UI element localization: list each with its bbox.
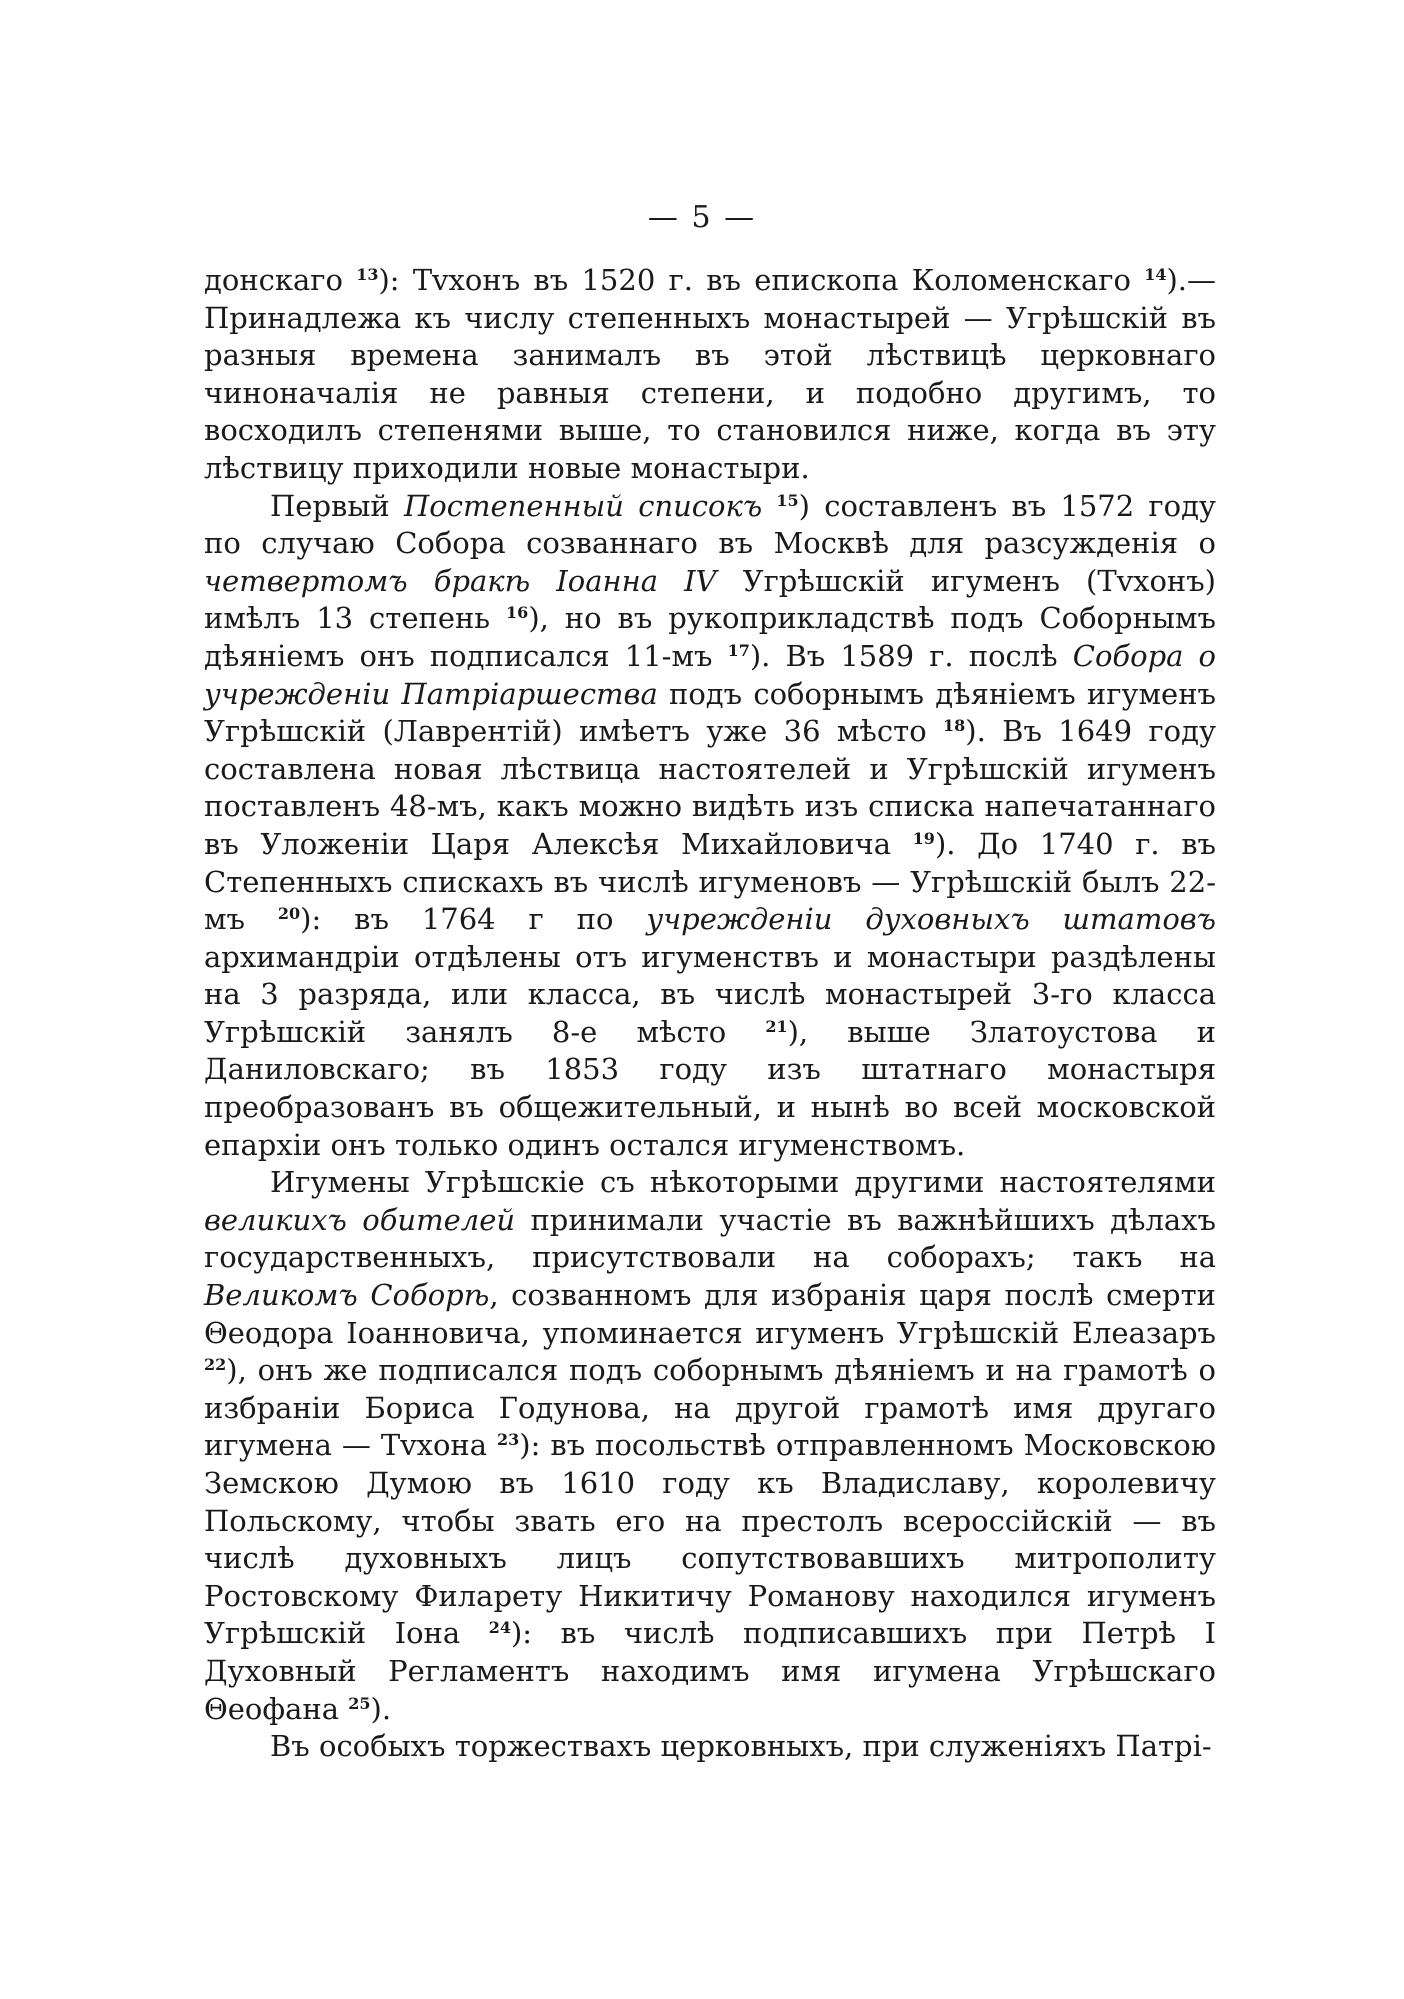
text-run: принимали участіе въ важнѣйшихъ дѣлахъ государственныхъ, присутствовали на соборахъ; такъ на	[204, 1202, 1216, 1275]
text-run: ): въ 1764 г по	[300, 902, 647, 937]
text-run: ), но въ рукоприкладствѣ подъ Соборнымъ дѣяніемъ онъ подписался 11-мъ	[204, 601, 1217, 673]
text-run: Угрѣшскій игуменъ (Тvхонъ) имѣлъ 13 степень	[204, 563, 1216, 636]
footnote-ref: 22	[204, 1355, 227, 1375]
italic-phrase: четвертомъ бракѣ Іоанна IV	[204, 563, 717, 598]
body-text	[204, 262, 1216, 1766]
text-run: ): въ посольствѣ отправленномъ Московскою Земскою Думою въ 1610 году къ Владиславу, королевичу Польскому, чтобы звать его на престолъ всероссійскій — въ числѣ духовныхъ лицъ сопутствовавшихъ митрополиту Ростовскому Филарету Никитичу Романову находился игуменъ Угрѣшскій Іона	[204, 1428, 1216, 1651]
footnote-ref: 19	[912, 828, 935, 848]
text-run: ).— Принадлежа къ числу степенныхъ монастырей — Угрѣшскій въ разныя времена занималъ въ этой лѣствицѣ церковнаго чиноначалія не равныя степени, и подобно другимъ, то восходилъ степенями выше, то становился ниже, когда въ эту лѣствицу приходили новые монастыри.	[204, 263, 1216, 485]
text-run: Первый	[270, 488, 404, 523]
footnote-ref: 13	[356, 265, 379, 284]
footnote-ref: 14	[1144, 265, 1167, 284]
text-run: ): въ числѣ подписавшихъ при Петрѣ I Духовный Регламентъ находимъ имя игумена Угрѣшскаго Θеофана	[204, 1616, 1216, 1726]
italic-phrase: Собора о учрежденіи Патріаршества	[204, 638, 1217, 711]
text-run: ) составленъ въ 1572 году по случаю Собора созваннаго въ Москвѣ для разсужденія о	[204, 488, 1216, 561]
footnote-ref: 23	[497, 1430, 520, 1450]
footnote-ref: 24	[488, 1618, 511, 1638]
page-number: — 5 —	[647, 200, 757, 235]
footnote-ref: 21	[765, 1016, 788, 1036]
footnote-ref: 17	[727, 640, 750, 660]
text-run: ). До 1740 г. въ Степенныхъ спискахъ въ числѣ игуменовъ — Угрѣшскій былъ 22-мъ	[204, 826, 1217, 937]
text-run: Игумены Угрѣшскіе съ нѣкоторыми другими настоятелями	[270, 1165, 1216, 1200]
text-run: архимандріи отдѣлены отъ игуменствъ и монастыри раздѣлены на 3 разряда, или класса, въ числѣ монастырей 3-го класса Угрѣшскій занялъ 8-е мѣсто	[204, 939, 1216, 1049]
text-run: ), выше Златоустова и Даниловскаго; въ 1853 году изъ штатнаго монастыря преобразованъ въ общежительный, и нынѣ во всей московской епархіи онъ только одинъ остался игуменствомъ.	[204, 1014, 1217, 1162]
text-run: ). Въ 1589 г. послѣ	[749, 638, 1073, 673]
text-run	[762, 489, 776, 523]
text-run: подъ соборнымъ дѣяніемъ игуменъ Угрѣшскій (Лаврентій) имѣетъ уже 36 мѣсто	[204, 676, 1216, 749]
footnote-ref: 15	[776, 490, 799, 510]
footnote-ref: 18	[943, 716, 966, 736]
italic-phrase: Постепенный списокъ	[403, 488, 763, 523]
footnote-ref: 20	[277, 904, 301, 924]
paragraph	[204, 488, 1216, 1165]
text-run: донскаго	[204, 263, 357, 297]
text-run: ), онъ же подписался подъ соборнымъ дѣяніемъ и на грамотѣ о избраніи Бориса Годунова, на другой грамотѣ имя другаго игумена — Тvхона	[204, 1353, 1216, 1463]
italic-phrase: учрежденіи духовныхъ штатовъ	[646, 902, 1216, 937]
footnote-ref: 16	[506, 603, 529, 623]
footnote-ref: 25	[348, 1693, 371, 1713]
paragraph	[204, 262, 1216, 488]
text-run: ).	[370, 1691, 392, 1726]
italic-phrase: Великомъ Соборѣ	[204, 1278, 490, 1313]
text-run: Въ особыхъ торжествахъ церковныхъ, при служеніяхъ Патрі-	[270, 1729, 1212, 1764]
text-run: , созванномъ для избранія царя послѣ смерти Θеодора Іоанновича, упоминается игуменъ Угрѣшскій Елеазаръ	[204, 1278, 1216, 1350]
paragraph	[204, 1164, 1216, 1728]
italic-phrase: великихъ обителей	[204, 1202, 516, 1237]
paragraph	[204, 1728, 1216, 1766]
text-run: ). Въ 1649 году составлена новая лѣствица настоятелей и Угрѣшскій игуменъ поставленъ 48-мъ, какъ можно видѣть изъ списка напечатаннаго въ Уложеніи Царя Алексѣя Михайловича	[204, 714, 1217, 861]
text-run: ): Тvхонъ въ 1520 г. въ епископа Коломенскаго	[378, 263, 1145, 297]
